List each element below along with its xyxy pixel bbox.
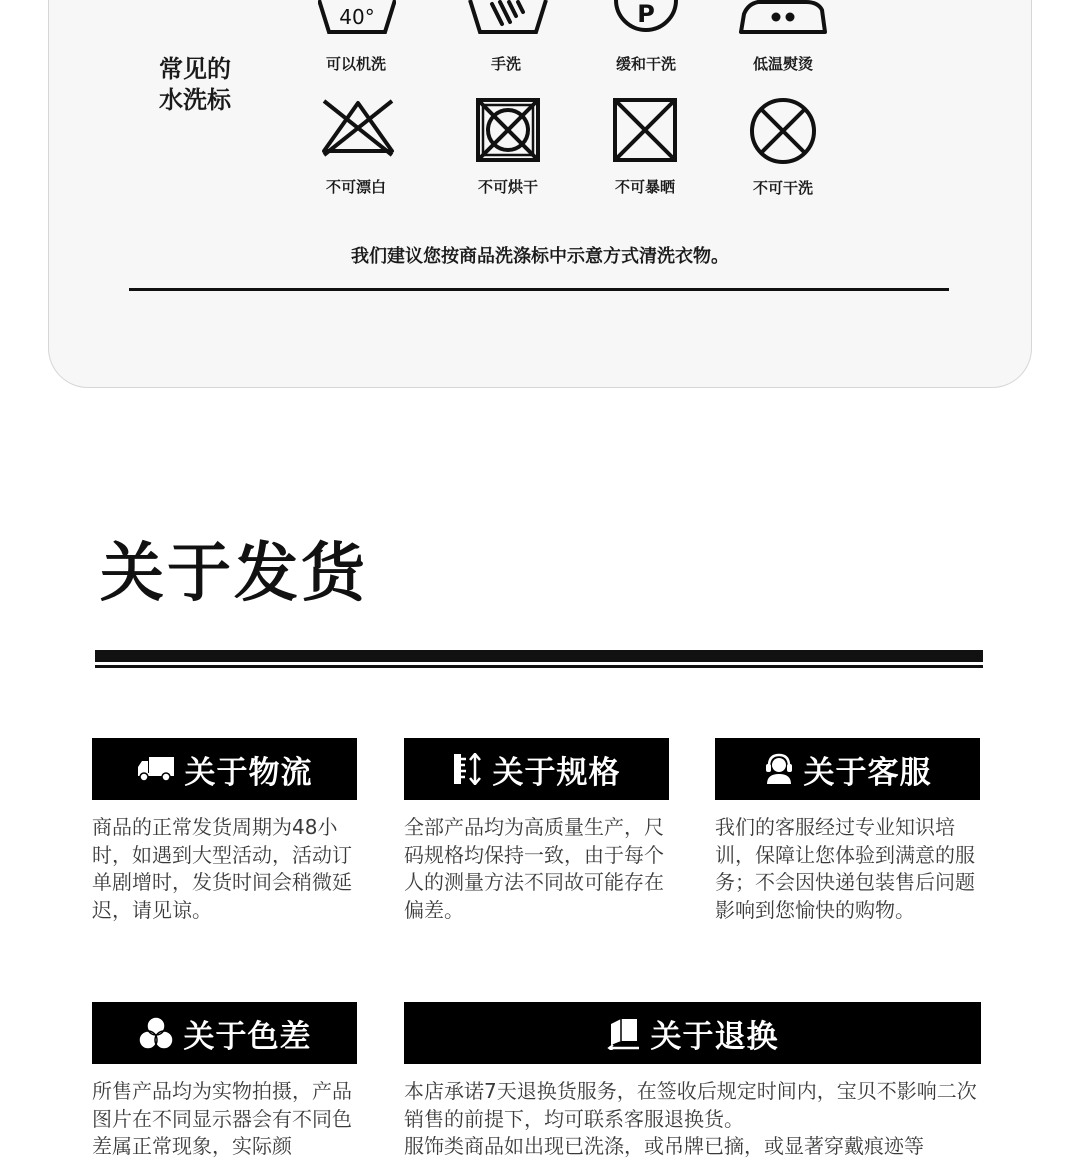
service-card-header bbox=[715, 738, 980, 800]
logistics-card-text: 商品的正常发货周期为48小时，如遇到大型活动，活动订单剧增时，发货时间会稍微延迟，请见谅。 bbox=[92, 815, 352, 922]
service-card-title: 关于客服 bbox=[803, 754, 932, 791]
no-sun-dry-icon bbox=[613, 98, 677, 162]
returns-condition-text: 服饰类商品如出现已洗涤，或吊牌已摘，或显著穿戴痕迹等 bbox=[404, 1134, 924, 1158]
section-divider-thin bbox=[95, 665, 983, 668]
low-iron-icon bbox=[738, 0, 828, 36]
care-label-hand-wash: 手洗 bbox=[490, 55, 521, 73]
no-bleach-icon bbox=[318, 99, 398, 157]
return-box-icon bbox=[607, 1016, 641, 1050]
returns-card-text bbox=[404, 1078, 989, 1162]
service-card-text: 我们的客服经过专业知识培训，保障让您体验到满意的服务；不会因快递包装售后问题影响到您愉快的购物。 bbox=[715, 815, 975, 922]
machine-wash-icon bbox=[318, 0, 396, 36]
customer-service-icon bbox=[764, 753, 794, 785]
color-card-title: 关于色差 bbox=[183, 1018, 312, 1055]
size-ruler-icon bbox=[453, 753, 483, 785]
returns-card-header bbox=[404, 1002, 981, 1064]
color-circles-icon bbox=[138, 1016, 174, 1050]
color-card-header bbox=[92, 1002, 357, 1064]
sizing-card-header bbox=[404, 738, 669, 800]
no-tumble-dry-icon bbox=[476, 98, 540, 162]
dry-clean-letter: P bbox=[637, 0, 655, 28]
truck-icon bbox=[137, 756, 175, 782]
returns-card-title: 关于退换 bbox=[650, 1018, 779, 1055]
care-label-no-tumble-dry: 不可烘干 bbox=[477, 178, 538, 196]
care-label-title: 常见的水洗标 bbox=[159, 55, 231, 114]
hand-wash-icon bbox=[468, 0, 548, 36]
logistics-card-header bbox=[92, 738, 357, 800]
color-card-text: 所售产品均为实物拍摄，产品图片在不同显示器会有不同色差属正常现象，实际颜 bbox=[92, 1079, 352, 1158]
care-label-no-sun-dry: 不可暴晒 bbox=[614, 178, 675, 196]
returns-policy-text: 本店承诺7天退换货服务，在签收后规定时间内，宝贝不影响二次销售的前提下，均可联系客服退换货。 bbox=[404, 1079, 977, 1131]
no-dry-clean-icon bbox=[749, 97, 817, 165]
logistics-card-title: 关于物流 bbox=[184, 754, 313, 791]
shipping-section-title: 关于发货 bbox=[100, 537, 368, 611]
gentle-dry-clean-icon bbox=[612, 0, 680, 36]
section-divider-thick bbox=[95, 650, 983, 662]
sizing-card-title: 关于规格 bbox=[492, 754, 621, 791]
care-label-no-bleach: 不可漂白 bbox=[325, 178, 386, 196]
sizing-card-text: 全部产品均为高质量生产，尺码规格均保持一致，由于每个人的测量方法不同故可能存在偏差。 bbox=[404, 815, 664, 922]
wash-temperature: 40° bbox=[339, 5, 375, 29]
care-label-machine-wash: 可以机洗 bbox=[325, 55, 386, 73]
care-label-no-dry-clean: 不可干洗 bbox=[752, 179, 813, 197]
care-label-gentle-dry-clean: 缓和干洗 bbox=[615, 55, 676, 73]
care-divider bbox=[129, 288, 949, 291]
care-label-low-iron: 低温熨烫 bbox=[752, 55, 813, 73]
care-instruction-note: 我们建议您按商品洗涤标中示意方式清洗衣物。 bbox=[351, 246, 729, 267]
